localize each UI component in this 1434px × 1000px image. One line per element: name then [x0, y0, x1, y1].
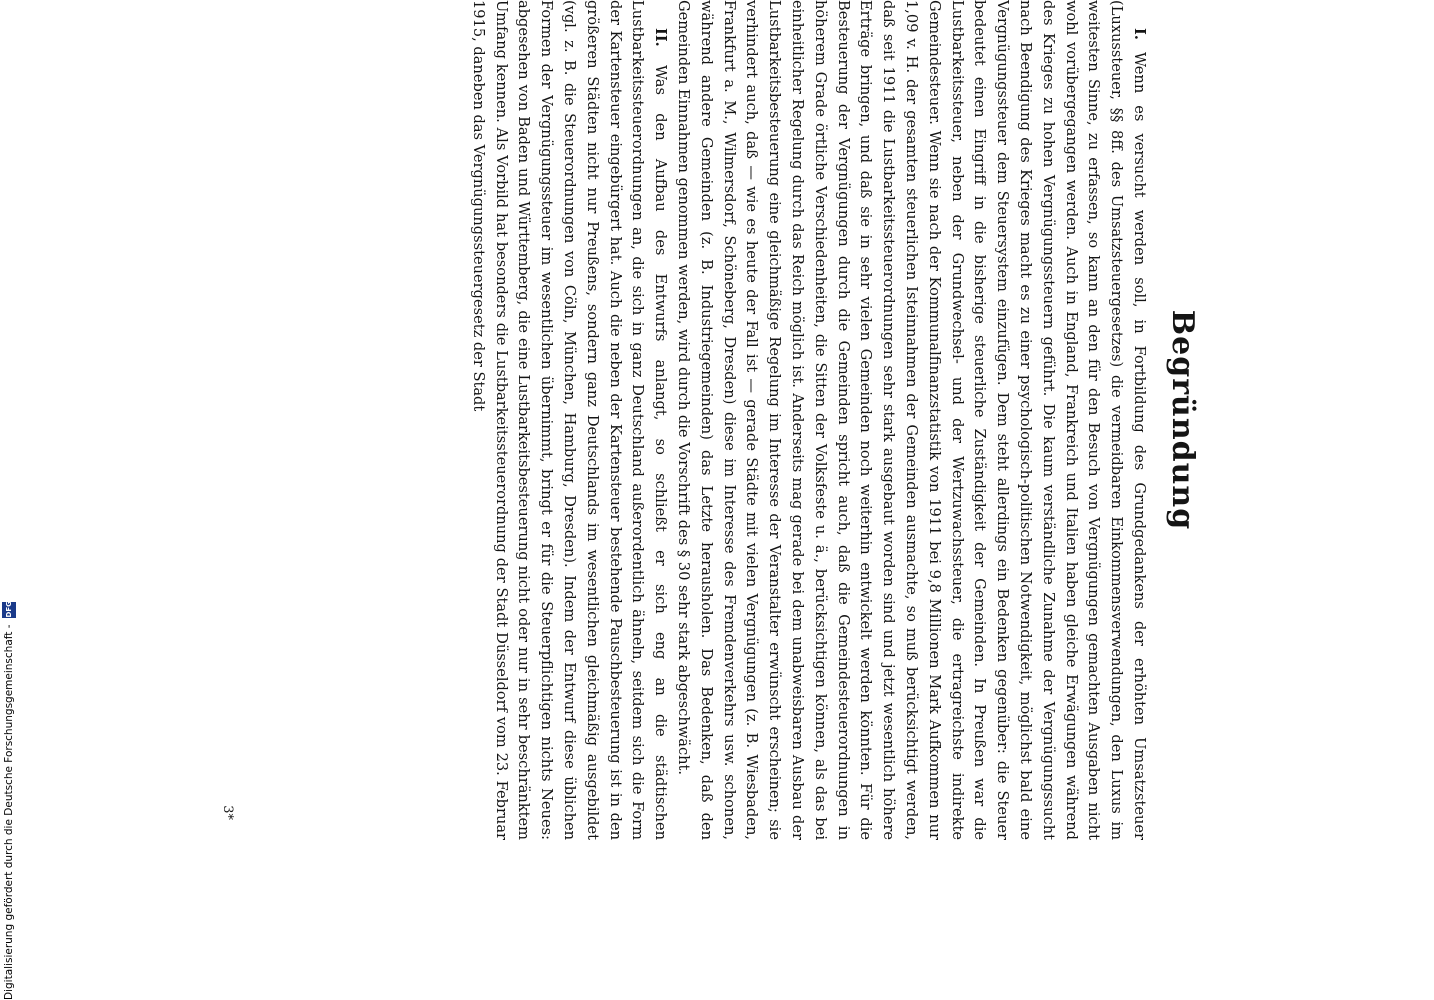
page-title: Begründung — [1165, 309, 1200, 531]
dfg-logo: DFG — [2, 602, 16, 618]
paragraph-1 — [671, 0, 1150, 840]
body-text — [466, 0, 1150, 840]
section-number-2: II. — [652, 28, 670, 47]
paragraph-1-text: Wenn es versucht werden soll, in Fortbildung des Grundgedankens der erhöhten Umsatzsteuer (Luxussteuer, §§ 8ff. des Umsatzsteuergesetzes) die vermeidbaren Einkommensverwendungen, den Luxus im weitesten Sinne, zu erfassen, so kann an den für den Besuch von Vergnügungen gemachten Ausgaben nicht wohl vorübergegangen werden. Auch in England, Frankreich und Italien haben gleiche Erwägungen während des Krieges zu hohen Vergnügungssteuern geführt. Die kaum verständliche Zunahme der Vergnügungssucht nach Beendigung des Krieges macht es zu einer psychologisch-politischen Notwendigkeit, möglichst bald eine Vergnügungssteuer dem Steuersystem einzufügen. Dem steht allerdings ein Bedenken gegenüber: die Steuer bedeutet einen Eingriff in die bisherige steuerliche Zuständigkeit der Gemeinden. In Preußen war die Lustbarkeitssteuer, neben der Grundwechsel- und der Wertzuwachssteuer, die ertragreichste indirekte Gemeindesteuer. Wenn sie nach der Kommunalfinanzstatistik von 1911 bei 9,8 Millionen Mark Aufkommen nur 1,09 v. H. der gesamten steuerlichen Isteinnahmen der Gemeinden ausmachte, so muß berücksichtigt werden, daß seit 1911 die Lustbarkeitssteuerordnungen sehr stark ausgebaut worden sind und jetzt wesentlich höhere Erträge bringen, und daß sie in sehr vielen Gemeinden noch weiterhin entwickelt werden könnten. Für die Besteuerung der Vergnügungen durch die Gemeinden spricht auch, daß die Gemeindesteuerordnungen in höherem Grade örtliche Verschiedenheiten, die Sitten der Volksfeste u. ä., berücksichtigen können, als das bei einheitlicher Regelung durch das Reich möglich ist. Anderseits mag gerade bei dem unabweisbaren Ausbau der Lustbarkeitsbesteuerung eine gleichmäßige Regelung im Interesse der Veranstalter erwünscht erscheinen; sie verhindert auch, daß — wie es heute der Fall ist — gerade Städte mit vielen Vergnügungen (z. B. Wiesbaden, Frankfurt a. M., Wilmersdorf, Schöneberg, Dresden) diese im Interesse des Fremdenverkehrs usw. schonen, während andere Gemeinden (z. B. Industriegemeinden) das Letzte herausholen. Das Bedenken, daß den Gemeinden Einnahmen genommen werden, wird durch die Vorschrift des § 30 sehr stark abgeschwächt. — [675, 0, 1148, 840]
scanned-page — [190, 0, 1200, 840]
page-content — [190, 0, 1200, 840]
funding-note-text: Digitalisierung gefördert durch die Deutsche Forschungsgemeinschaft - — [3, 624, 15, 1000]
section-number-1: I. — [1131, 28, 1148, 40]
page-number: 3* — [220, 805, 235, 820]
paragraph-2 — [466, 0, 671, 840]
paragraph-2-text: Was den Aufbau des Entwurfs anlangt, so schließt er sich eng an die städtischen Lustbarkeitssteuerordnungen an, die sich in ganz Deutschland außerordentlich ähneln, seitdem sich die Form der Kartensteuer eingebürgert hat. Auch die neben der Kartensteuer bestehende Pauschbesteuerung ist in den größeren Städten nicht nur Preußens, sondern ganz Deutschlands im wesentlichen gleichmäßig ausgebildet (vgl. z. B. die Steuerordnungen von Cöln, München, Hamburg, Dresden). Indem der Entwurf diese üblichen Formen der Vergnügungssteuer im wesentlichen übernimmt, bringt er für die Steuerpflichtigen nichts Neues: abgesehen von Baden und Württemberg, die eine Lustbarkeitsbesteuerung nicht oder nur in sehr beschränktem Umfang kennen. Als Vorbild hat besonders die Lustbarkeitssteuerordnung der Stadt Düsseldorf vom 23. Februar 1915, daneben das Vergnügungssteuergesetz der Stadt — [469, 0, 670, 840]
funding-note — [2, 600, 16, 1000]
